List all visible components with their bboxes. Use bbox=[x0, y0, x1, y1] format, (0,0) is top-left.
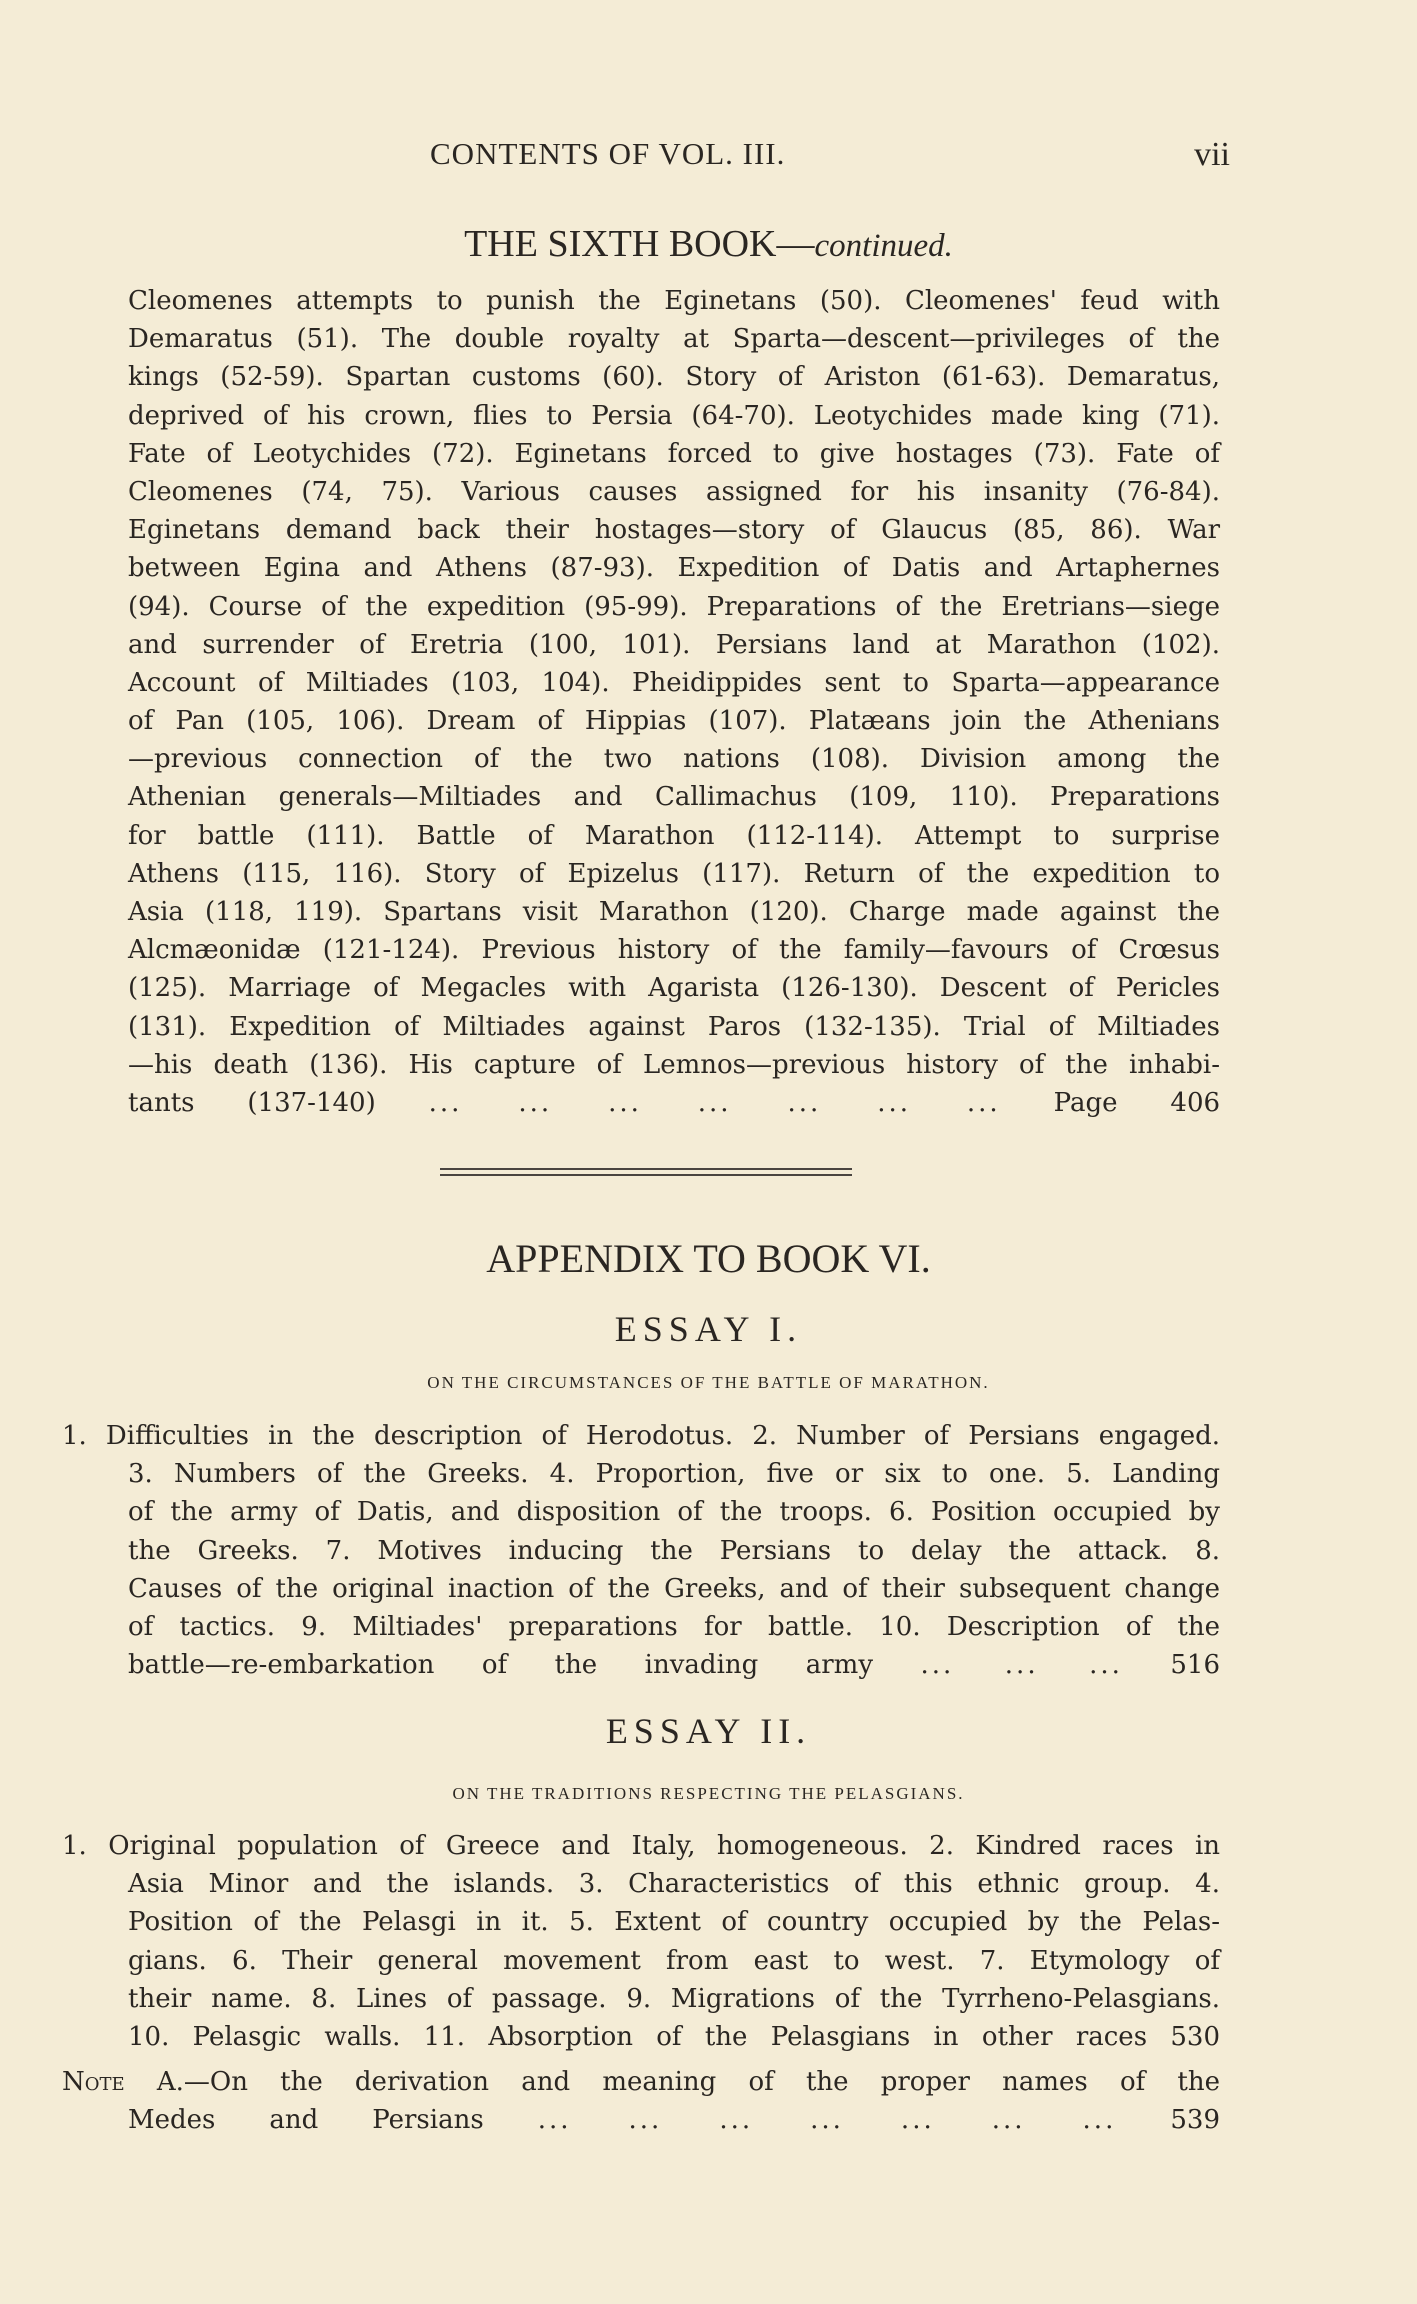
summary-line: and surrender of Eretria (100, 101). Persians land at Marathon (102). bbox=[128, 629, 1220, 660]
running-head bbox=[430, 136, 1230, 176]
summary-line: Cleomenes attempts to punish the Eginetans (50). Cleomenes' feud with bbox=[128, 286, 1220, 316]
summary-line: —his death (136). His capture of Lemnos—previous history of the inhabi- bbox=[128, 1049, 1220, 1080]
note-last-line bbox=[62, 2101, 1220, 2139]
essay-last-line bbox=[62, 2018, 1220, 2056]
summary-line: —previous connection of the two nations (108). Division among the bbox=[128, 744, 1220, 775]
summary-last-line bbox=[128, 1084, 1220, 1122]
essay-line bbox=[62, 1827, 1220, 1865]
summary-line: Athenian generals—Miltiades and Callimachus (109, 110). Preparations bbox=[128, 782, 1220, 813]
item-number: 1. bbox=[62, 1421, 87, 1451]
summary-line: Alcmæonidæ (121-124). Previous history of the family—favours of Crœsus bbox=[128, 935, 1220, 966]
double-rule-top bbox=[440, 1168, 852, 1170]
note-last-text: Medes and Persians bbox=[128, 2105, 484, 2136]
page-reference: 516 bbox=[1170, 1650, 1220, 1681]
note-label: Note A. bbox=[62, 2067, 184, 2097]
summary-line: Eginetans demand back their hostages—story of Glaucus (85, 86). War bbox=[128, 515, 1220, 546]
summary-line: Athens (115, 116). Story of Epizelus (117). Return of the expedition to bbox=[128, 858, 1220, 889]
summary-line: Fate of Leotychides (72). Eginetans forced to give hostages (73). Fate of bbox=[128, 438, 1220, 469]
book-title-suffix: continued. bbox=[814, 228, 953, 264]
summary-line: (131). Expedition of Miltiades against Paros (132-135). Trial of Miltiades bbox=[128, 1011, 1220, 1042]
essay-line: their name. 8. Lines of passage. 9. Migrations of the Tyrrheno-Pelasgians. bbox=[128, 1983, 1220, 2014]
essay-line: Causes of the original inaction of the Greeks, and of their subsequent change bbox=[128, 1573, 1220, 1604]
essay-subtitle: ON THE CIRCUMSTANCES OF THE BATTLE OF MARATHON. bbox=[427, 1373, 990, 1392]
summary-line: of Pan (105, 106). Dream of Hippias (107). Platæans join the Athenians bbox=[128, 706, 1220, 737]
essay-title: ESSAY I. bbox=[614, 1309, 803, 1349]
summary-line: (94). Course of the expedition (95-99). Preparations of the Eretrians—siege bbox=[128, 591, 1220, 622]
essay-line-text: Difficulties in the description of Herodotus. 2. Number of Persians engaged. bbox=[105, 1421, 1220, 1451]
summary-line: deprived of his crown, flies to Persia (64-70). Leotychides made king (71). bbox=[128, 400, 1220, 431]
essay-last-text: 10. Pelasgic walls. 11. Absorption of the Pelasgians in other races bbox=[128, 2021, 1148, 2052]
essay-title: ESSAY II. bbox=[605, 1711, 812, 1751]
book-summary bbox=[128, 282, 1220, 1122]
item-number: 1. bbox=[62, 1831, 87, 1861]
essay-line: of tactics. 9. Miltiades' preparations for battle. 10. Description of the bbox=[128, 1611, 1220, 1642]
summary-line: (125). Marriage of Megacles with Agarista (126-130). Descent of Pericles bbox=[128, 973, 1220, 1004]
summary-last-text: tants (137-140) bbox=[128, 1087, 376, 1118]
summary-line: Account of Miltiades (103, 104). Pheidippides sent to Sparta—appearance bbox=[128, 667, 1220, 698]
appendix-title: APPENDIX TO BOOK VI. bbox=[486, 1236, 931, 1281]
essay-line: of the army of Datis, and disposition of the troops. 6. Position occupied by bbox=[128, 1497, 1220, 1528]
page-reference: 539 bbox=[1170, 2105, 1220, 2136]
running-title: CONTENTS OF VOL. III. bbox=[430, 136, 786, 171]
essay-subtitle: ON THE TRADITIONS RESPECTING THE PELASGIANS. bbox=[452, 1784, 965, 1803]
essay-line bbox=[62, 1417, 1220, 1455]
book-title bbox=[0, 222, 1417, 266]
summary-line: Demaratus (51). The double royalty at Sparta—descent—privileges of the bbox=[128, 324, 1220, 355]
summary-line: kings (52-59). Spartan customs (60). Story of Ariston (61-63). Demaratus, bbox=[128, 362, 1220, 393]
essay-line: Asia Minor and the islands. 3. Characteristics of this ethnic group. 4. bbox=[128, 1869, 1220, 1900]
note-line bbox=[62, 2063, 1220, 2101]
essay-line: Position of the Pelasgi in it. 5. Extent of country occupied by the Pelas- bbox=[128, 1907, 1220, 1938]
essay-line: the Greeks. 7. Motives inducing the Persians to delay the attack. 8. bbox=[128, 1535, 1220, 1566]
note-entry bbox=[62, 2063, 1220, 2139]
essay-last-text: battle—re-embarkation of the invading army bbox=[128, 1650, 874, 1681]
page-folio: vii bbox=[1194, 136, 1230, 173]
book-title-main: THE SIXTH BOOK— bbox=[464, 223, 815, 265]
dot-leader: ... ... ... ... ... ... ... bbox=[428, 1087, 1001, 1118]
essay-last-line bbox=[62, 1646, 1220, 1684]
double-rule-bottom bbox=[440, 1174, 852, 1176]
summary-line: for battle (111). Battle of Marathon (112-114). Attempt to surprise bbox=[128, 820, 1220, 851]
page-reference: 530 bbox=[1170, 2021, 1220, 2052]
summary-line: between Egina and Athens (87-93). Expedition of Datis and Artaphernes bbox=[128, 553, 1220, 584]
dot-leader: ... ... ... bbox=[920, 1650, 1123, 1681]
essay-line-text: Original population of Greece and Italy, homogeneous. 2. Kindred races in bbox=[108, 1831, 1220, 1861]
essay-line: 3. Numbers of the Greeks. 4. Proportion, five or six to one. 5. Landing bbox=[128, 1459, 1220, 1490]
summary-line: Cleomenes (74, 75). Various causes assigned for his insanity (76-84). bbox=[128, 476, 1220, 507]
dot-leader: ... ... ... ... ... ... ... bbox=[537, 2105, 1117, 2136]
page-reference: Page 406 bbox=[1053, 1087, 1221, 1118]
essay-line: gians. 6. Their general movement from east to west. 7. Etymology of bbox=[128, 1945, 1220, 1976]
essay-summary bbox=[62, 1417, 1220, 1684]
note-text: —On the derivation and meaning of the proper names of the bbox=[183, 2067, 1220, 2097]
summary-line: Asia (118, 119). Spartans visit Marathon (120). Charge made against the bbox=[128, 897, 1220, 927]
essay-summary bbox=[62, 1827, 1220, 2056]
